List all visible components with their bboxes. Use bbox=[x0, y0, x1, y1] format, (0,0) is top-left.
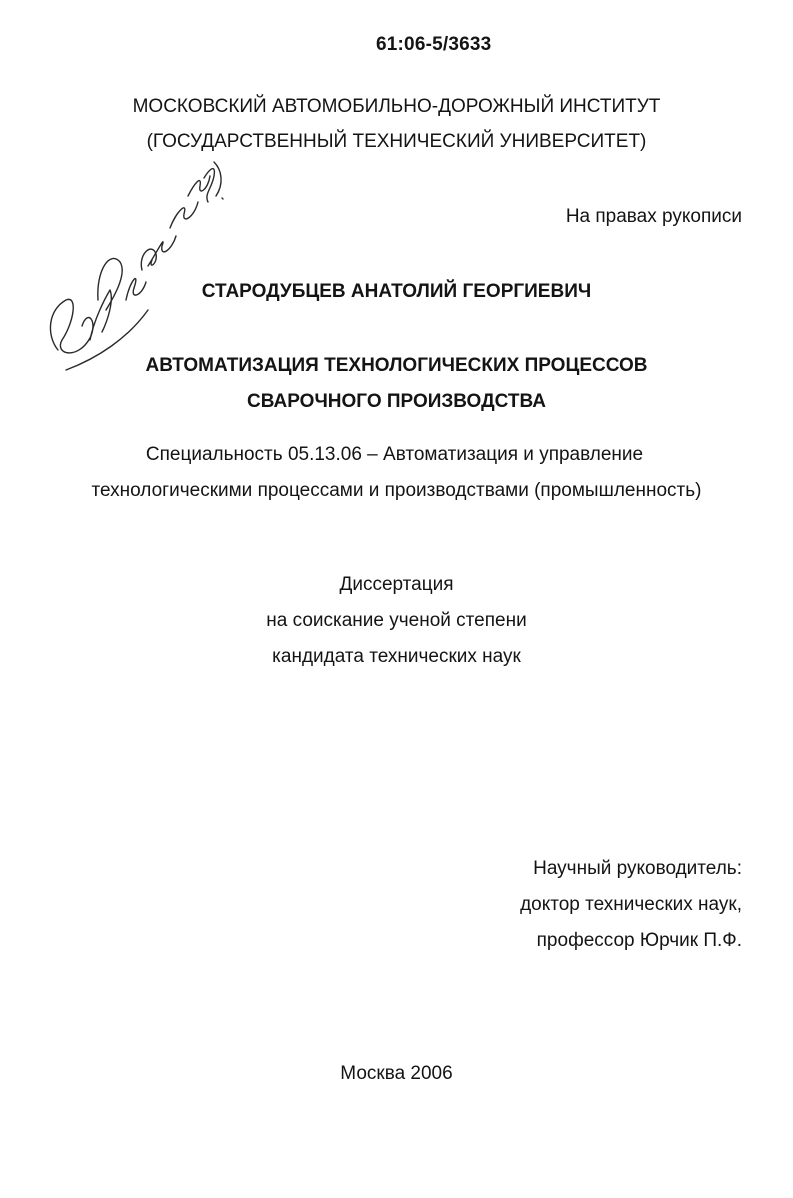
supervisor-degree: доктор технических наук, bbox=[520, 894, 742, 915]
specialty-line1: Специальность 05.13.06 – Автоматизация и управление bbox=[145, 444, 644, 465]
dissertation-title-line2: СВАРОЧНОГО ПРОИЗВОДСТВА bbox=[247, 391, 546, 412]
institute-name-line1: МОСКОВСКИЙ АВТОМОБИЛЬНО-ДОРОЖНЫЙ ИНСТИТУТ bbox=[132, 96, 661, 117]
institute-name-line2: (ГОСУДАРСТВЕННЫЙ ТЕХНИЧЕСКИЙ УНИВЕРСИТЕТ) bbox=[146, 131, 647, 152]
dissertation-title-line1: АВТОМАТИЗАЦИЯ ТЕХНОЛОГИЧЕСКИХ ПРОЦЕССОВ bbox=[145, 355, 648, 376]
degree-line2: на соискание ученой степени bbox=[266, 610, 527, 631]
supervisor-label: Научный руководитель: bbox=[533, 858, 742, 879]
specialty-line2: технологическими процессами и производствами (промышленность) bbox=[91, 480, 702, 501]
degree-line1: Диссертация bbox=[339, 574, 454, 595]
handwritten-signature-icon bbox=[38, 150, 228, 380]
degree-line3: кандидата технических наук bbox=[272, 646, 521, 667]
supervisor-name: профессор Юрчик П.Ф. bbox=[536, 930, 742, 951]
accession-number: 61:06-5/3633 bbox=[376, 34, 492, 55]
city-year: Москва 2006 bbox=[340, 1063, 453, 1084]
author-name: СТАРОДУБЦЕВ АНАТОЛИЙ ГЕОРГИЕВИЧ bbox=[201, 281, 592, 302]
manuscript-rights-note: На правах рукописи bbox=[565, 206, 742, 227]
